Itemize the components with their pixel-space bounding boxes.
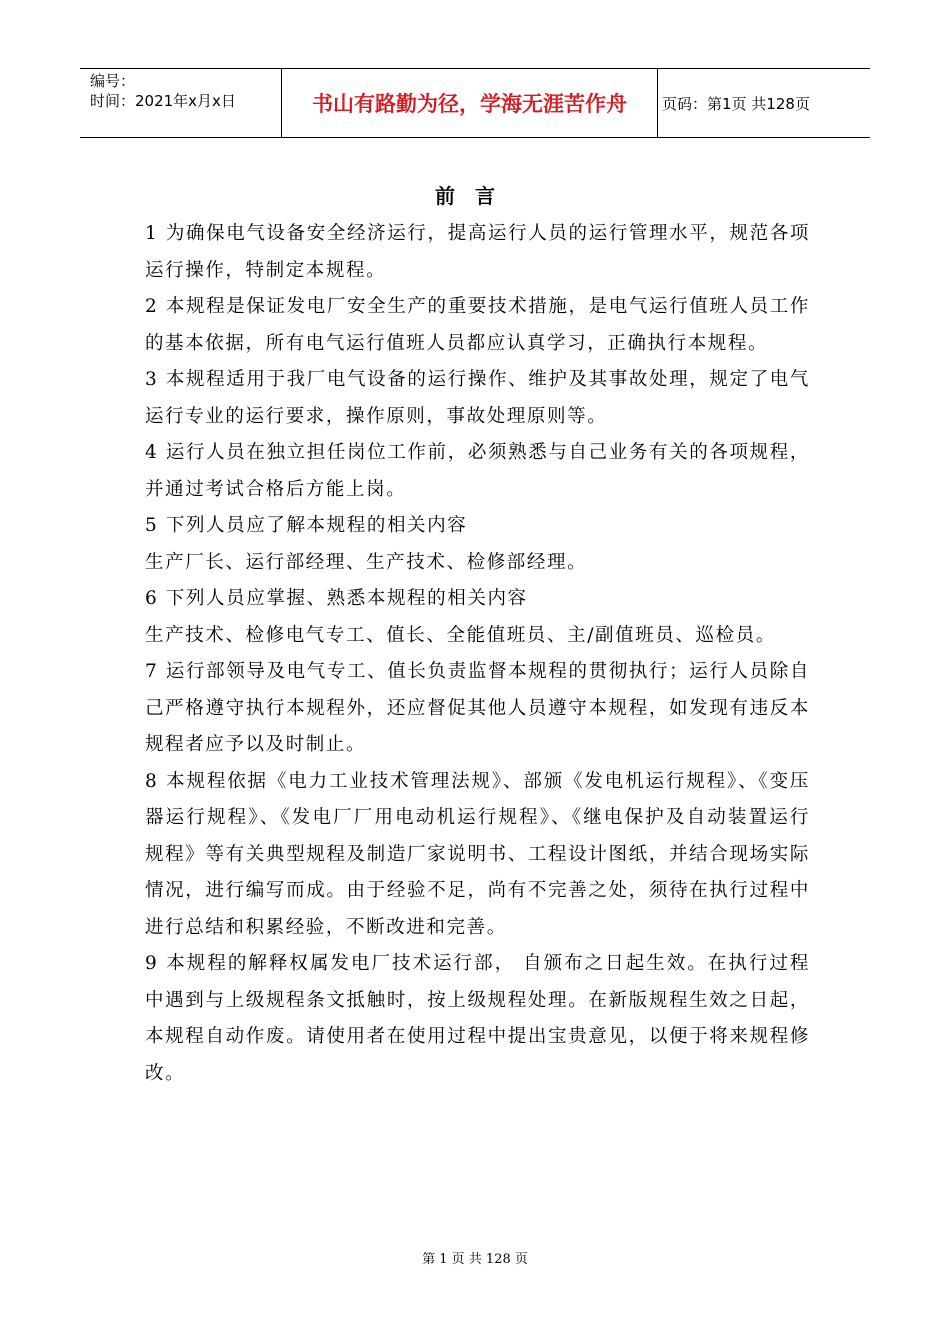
paragraph: 3 本规程适用于我厂电气设备的运行操作、维护及其事故处理，规定了电气运行专业的运行要求，操作原则，事故处理原则等。 xyxy=(145,369,810,427)
paragraph: 生产技术、检修电气专工、值长、全能值班员、主/副值班员、巡检员。 xyxy=(145,624,776,646)
header-table xyxy=(80,68,870,138)
paragraph: 5 下列人员应了解本规程的相关内容 xyxy=(145,515,468,536)
paragraph: 6 下列人员应掌握、熟悉本规程的相关内容 xyxy=(145,588,528,609)
page-footer: 第 1 页 共 128 页 xyxy=(422,1252,528,1267)
page-title: 前言 xyxy=(435,184,515,208)
paragraph: 7 运行部领导及电气专工、值长负责监督本规程的贯彻执行；运行人员除自己严格遵守执行本规程外，还应督促其他人员遵守本规程，如发现有违反本规程者应予以及时制止。 xyxy=(145,661,810,755)
paragraph: 1 为确保电气设备安全经济运行，提高运行人员的运行管理水平，规范各项运行操作，特制定本规程。 xyxy=(145,223,810,281)
paragraph: 生产厂长、运行部经理、生产技术、检修部经理。 xyxy=(145,551,588,573)
header-meta xyxy=(80,69,282,137)
number-label: 编号： xyxy=(90,72,136,90)
document-body xyxy=(145,216,810,1092)
page-info: 页码：第1页 共128页 xyxy=(662,94,810,113)
paragraph: 2 本规程是保证发电厂安全生产的重要技术措施，是电气运行值班人员工作的基本依据，所有电气运行值班人员都应认真学习，正确执行本规程。 xyxy=(145,296,810,354)
paragraph: 9 本规程的解释权属发电厂技术运行部， 自颁布之日起生效。在执行过程中遇到与上级规程条文抵触时，按上级规程处理。在新版规程生效之日起，本规程自动作废。请使用者在使用过程中提出宝贵意见，以便于将来规程修改。 xyxy=(145,953,810,1084)
time-label: 时间：2021年x月x日 xyxy=(90,92,236,110)
motto: 书山有路勤为径，学海无涯苦作舟 xyxy=(282,69,658,137)
paragraph: 8 本规程依据《电力工业技术管理法规》、部颁《发电机运行规程》、《变压器运行规程》、《发电厂厂用电动机运行规程》、《继电保护及自动装置运行规程》等有关典型规程及制造厂家说明书、工程设计图纸，并结合现场实际情况，进行编写而成。由于经验不足，尚有不完善之处，须待在执行过程中进行总结和积累经验，不断改进和完善。 xyxy=(145,770,810,938)
paragraph: 4 运行人员在独立担任岗位工作前，必须熟悉与自己业务有关的各项规程，并通过考试合格后方能上岗。 xyxy=(145,442,810,500)
